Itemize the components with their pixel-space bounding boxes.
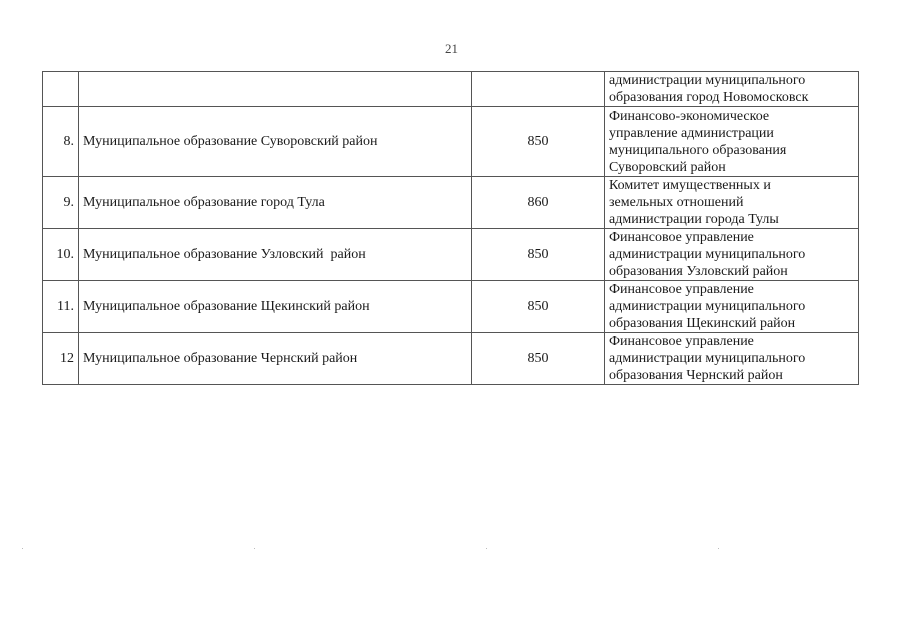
org-line: земельных отношений xyxy=(609,195,744,210)
org-line: образования город Новомосковск xyxy=(609,90,809,105)
municipality-name: Муниципальное образование Узловский район xyxy=(79,229,472,281)
org-line: администрации муниципального xyxy=(609,73,806,88)
table-row xyxy=(43,107,859,177)
org-line: администрации муниципального xyxy=(609,299,806,314)
org-line: Суворовский район xyxy=(609,159,726,175)
row-number: 8. xyxy=(43,107,79,177)
scan-speck xyxy=(254,548,255,549)
administrator-org xyxy=(605,177,859,229)
org-line: Комитет имущественных и xyxy=(609,178,771,193)
scan-speck xyxy=(718,548,719,549)
org-line: управление администрации xyxy=(609,125,774,141)
administrator-org xyxy=(605,229,859,281)
org-line: образования Узловский район xyxy=(609,264,788,279)
administrator-org xyxy=(605,72,859,107)
municipality-name: Муниципальное образование Суворовский район xyxy=(79,107,472,177)
table-row xyxy=(43,333,859,385)
table-row xyxy=(43,177,859,229)
table-row xyxy=(43,229,859,281)
org-line: Финансово-экономическое xyxy=(609,108,770,124)
org-line: администрации муниципального xyxy=(609,247,806,262)
scan-speck xyxy=(486,548,487,549)
row-number: 12 xyxy=(43,333,79,385)
municipality-name xyxy=(79,72,472,107)
code-value: 850 xyxy=(472,281,605,333)
municipality-name: Муниципальное образование город Тула xyxy=(79,177,472,229)
row-number: 9. xyxy=(43,177,79,229)
row-number: 11. xyxy=(43,281,79,333)
table-row xyxy=(43,72,859,107)
org-line: образования Щекинский район xyxy=(609,316,796,331)
code-value: 860 xyxy=(472,177,605,229)
administrator-org xyxy=(605,107,859,177)
municipal-table xyxy=(42,71,859,385)
scan-speck xyxy=(22,548,23,549)
table-row xyxy=(43,281,859,333)
administrator-org xyxy=(605,281,859,333)
page-number: 21 xyxy=(445,41,458,56)
municipality-name: Муниципальное образование Чернский район xyxy=(79,333,472,385)
code-value: 850 xyxy=(472,229,605,281)
org-line: администрации муниципального xyxy=(609,351,806,366)
org-line: Финансовое управление xyxy=(609,230,754,245)
administrator-org xyxy=(605,333,859,385)
code-value xyxy=(472,72,605,107)
org-line: Финансовое управление xyxy=(609,282,754,297)
org-line: образования Чернский район xyxy=(609,368,783,383)
code-value: 850 xyxy=(472,107,605,177)
org-line: муниципального образования xyxy=(609,142,787,158)
code-value: 850 xyxy=(472,333,605,385)
org-line: Финансовое управление xyxy=(609,334,754,349)
row-number xyxy=(43,72,79,107)
org-line: администрации города Тулы xyxy=(609,212,779,227)
municipality-name: Муниципальное образование Щекинский район xyxy=(79,281,472,333)
row-number: 10. xyxy=(43,229,79,281)
